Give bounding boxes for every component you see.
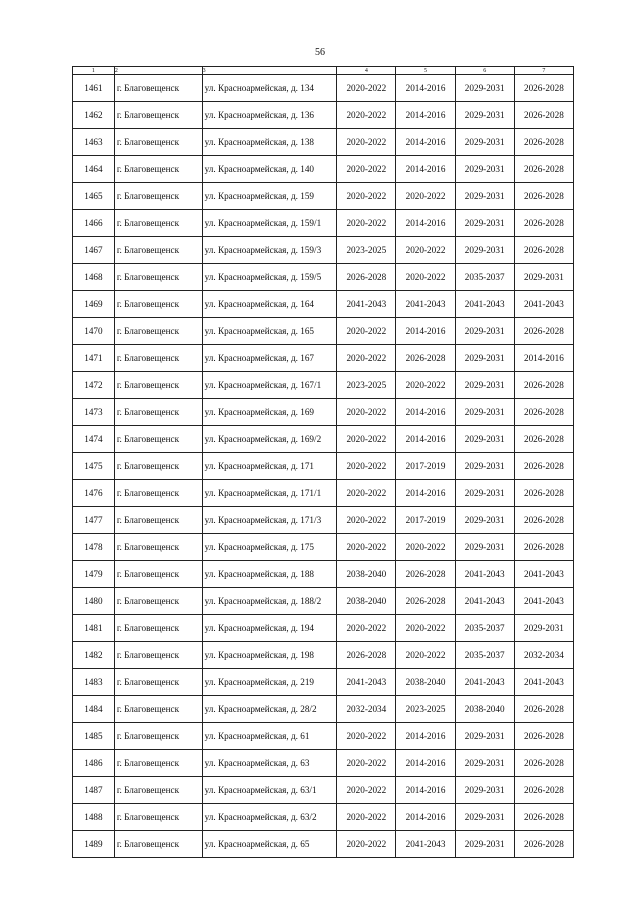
period-col-7: 2029-2031 [514, 615, 573, 642]
period-col-5: 2014-2016 [396, 750, 455, 777]
period-col-7: 2029-2031 [514, 264, 573, 291]
address-cell: ул. Красноармейская, д. 28/2 [202, 696, 337, 723]
period-col-5: 2020-2022 [396, 183, 455, 210]
period-col-6: 2029-2031 [455, 345, 514, 372]
city-cell: г. Благовещенск [114, 318, 202, 345]
period-col-5: 2020-2022 [396, 237, 455, 264]
period-col-5: 2020-2022 [396, 372, 455, 399]
period-col-5: 2026-2028 [396, 345, 455, 372]
table-row [73, 723, 574, 750]
period-col-5: 2014-2016 [396, 777, 455, 804]
period-col-6: 2029-2031 [455, 426, 514, 453]
table-row [73, 615, 574, 642]
row-number: 1489 [73, 831, 115, 858]
period-col-7: 2041-2043 [514, 291, 573, 318]
address-cell: ул. Красноармейская, д. 167/1 [202, 372, 337, 399]
period-col-4: 2020-2022 [337, 156, 396, 183]
address-cell: ул. Красноармейская, д. 61 [202, 723, 337, 750]
period-col-6: 2029-2031 [455, 804, 514, 831]
period-col-7: 2026-2028 [514, 723, 573, 750]
table-row [73, 453, 574, 480]
period-col-4: 2020-2022 [337, 453, 396, 480]
period-col-7: 2026-2028 [514, 426, 573, 453]
period-col-6: 2038-2040 [455, 696, 514, 723]
row-number: 1475 [73, 453, 115, 480]
row-number: 1482 [73, 642, 115, 669]
address-cell: ул. Красноармейская, д. 159/3 [202, 237, 337, 264]
period-col-6: 2029-2031 [455, 156, 514, 183]
period-col-7: 2026-2028 [514, 507, 573, 534]
period-col-4: 2023-2025 [337, 372, 396, 399]
city-cell: г. Благовещенск [114, 156, 202, 183]
table-row [73, 642, 574, 669]
row-number: 1484 [73, 696, 115, 723]
header-col-7: 7 [514, 67, 573, 75]
address-cell: ул. Красноармейская, д. 167 [202, 345, 337, 372]
period-col-6: 2029-2031 [455, 507, 514, 534]
table-row [73, 318, 574, 345]
period-col-6: 2029-2031 [455, 75, 514, 102]
city-cell: г. Благовещенск [114, 291, 202, 318]
period-col-4: 2020-2022 [337, 777, 396, 804]
city-cell: г. Благовещенск [114, 588, 202, 615]
table-row [73, 129, 574, 156]
address-cell: ул. Красноармейская, д. 65 [202, 831, 337, 858]
city-cell: г. Благовещенск [114, 507, 202, 534]
table-row [73, 345, 574, 372]
period-col-7: 2026-2028 [514, 804, 573, 831]
address-cell: ул. Красноармейская, д. 198 [202, 642, 337, 669]
period-col-4: 2020-2022 [337, 804, 396, 831]
address-cell: ул. Красноармейская, д. 171/1 [202, 480, 337, 507]
row-number: 1464 [73, 156, 115, 183]
row-number: 1472 [73, 372, 115, 399]
period-col-4: 2026-2028 [337, 264, 396, 291]
header-col-5: 5 [396, 67, 455, 75]
row-number: 1461 [73, 75, 115, 102]
table-row [73, 696, 574, 723]
period-col-7: 2026-2028 [514, 237, 573, 264]
row-number: 1467 [73, 237, 115, 264]
row-number: 1469 [73, 291, 115, 318]
period-col-6: 2035-2037 [455, 615, 514, 642]
period-col-4: 2020-2022 [337, 507, 396, 534]
row-number: 1471 [73, 345, 115, 372]
table-row [73, 291, 574, 318]
period-col-5: 2014-2016 [396, 480, 455, 507]
row-number: 1463 [73, 129, 115, 156]
table-row [73, 237, 574, 264]
period-col-7: 2041-2043 [514, 669, 573, 696]
city-cell: г. Благовещенск [114, 750, 202, 777]
row-number: 1488 [73, 804, 115, 831]
period-col-6: 2029-2031 [455, 237, 514, 264]
period-col-7: 2014-2016 [514, 345, 573, 372]
period-col-5: 2014-2016 [396, 75, 455, 102]
address-cell: ул. Красноармейская, д. 138 [202, 129, 337, 156]
period-col-4: 2038-2040 [337, 588, 396, 615]
period-col-5: 2014-2016 [396, 426, 455, 453]
period-col-7: 2032-2034 [514, 642, 573, 669]
city-cell: г. Благовещенск [114, 129, 202, 156]
table-row [73, 804, 574, 831]
address-cell: ул. Красноармейская, д. 164 [202, 291, 337, 318]
period-col-5: 2026-2028 [396, 561, 455, 588]
city-cell: г. Благовещенск [114, 480, 202, 507]
row-number: 1487 [73, 777, 115, 804]
city-cell: г. Благовещенск [114, 534, 202, 561]
period-col-4: 2032-2034 [337, 696, 396, 723]
period-col-7: 2026-2028 [514, 453, 573, 480]
address-cell: ул. Красноармейская, д. 188 [202, 561, 337, 588]
period-col-6: 2041-2043 [455, 669, 514, 696]
city-cell: г. Благовещенск [114, 723, 202, 750]
address-cell: ул. Красноармейская, д. 159/5 [202, 264, 337, 291]
period-col-4: 2020-2022 [337, 399, 396, 426]
period-col-5: 2014-2016 [396, 723, 455, 750]
period-col-4: 2020-2022 [337, 318, 396, 345]
period-col-6: 2029-2031 [455, 480, 514, 507]
period-col-6: 2029-2031 [455, 399, 514, 426]
table-row [73, 426, 574, 453]
address-cell: ул. Красноармейская, д. 169/2 [202, 426, 337, 453]
city-cell: г. Благовещенск [114, 210, 202, 237]
period-col-5: 2014-2016 [396, 804, 455, 831]
header-col-1: 1 [73, 67, 115, 75]
address-cell: ул. Красноармейская, д. 159/1 [202, 210, 337, 237]
row-number: 1473 [73, 399, 115, 426]
period-col-6: 2029-2031 [455, 372, 514, 399]
period-col-4: 2020-2022 [337, 426, 396, 453]
header-col-3: 3 [202, 67, 337, 75]
period-col-5: 2020-2022 [396, 615, 455, 642]
period-col-4: 2041-2043 [337, 669, 396, 696]
header-col-2: 2 [114, 67, 202, 75]
table-row [73, 75, 574, 102]
city-cell: г. Благовещенск [114, 777, 202, 804]
period-col-4: 2020-2022 [337, 210, 396, 237]
table-row [73, 156, 574, 183]
period-col-4: 2020-2022 [337, 75, 396, 102]
row-number: 1462 [73, 102, 115, 129]
period-col-4: 2020-2022 [337, 831, 396, 858]
address-cell: ул. Красноармейская, д. 136 [202, 102, 337, 129]
period-col-5: 2041-2043 [396, 831, 455, 858]
address-cell: ул. Красноармейская, д. 63 [202, 750, 337, 777]
address-cell: ул. Красноармейская, д. 171 [202, 453, 337, 480]
row-number: 1476 [73, 480, 115, 507]
address-cell: ул. Красноармейская, д. 219 [202, 669, 337, 696]
period-col-6: 2035-2037 [455, 264, 514, 291]
row-number: 1465 [73, 183, 115, 210]
period-col-6: 2029-2031 [455, 723, 514, 750]
period-col-7: 2026-2028 [514, 102, 573, 129]
period-col-6: 2029-2031 [455, 210, 514, 237]
address-cell: ул. Красноармейская, д. 134 [202, 75, 337, 102]
period-col-4: 2020-2022 [337, 345, 396, 372]
row-number: 1481 [73, 615, 115, 642]
row-number: 1478 [73, 534, 115, 561]
period-col-4: 2020-2022 [337, 723, 396, 750]
city-cell: г. Благовещенск [114, 75, 202, 102]
period-col-5: 2020-2022 [396, 534, 455, 561]
period-col-7: 2041-2043 [514, 588, 573, 615]
period-col-4: 2020-2022 [337, 480, 396, 507]
period-col-4: 2020-2022 [337, 129, 396, 156]
period-col-6: 2029-2031 [455, 831, 514, 858]
period-col-7: 2026-2028 [514, 399, 573, 426]
table-row [73, 534, 574, 561]
table-row [73, 561, 574, 588]
address-cell: ул. Красноармейская, д. 159 [202, 183, 337, 210]
period-col-4: 2020-2022 [337, 102, 396, 129]
table-row [73, 750, 574, 777]
address-cell: ул. Красноармейская, д. 175 [202, 534, 337, 561]
city-cell: г. Благовещенск [114, 804, 202, 831]
row-number: 1485 [73, 723, 115, 750]
period-col-7: 2026-2028 [514, 534, 573, 561]
period-col-5: 2014-2016 [396, 102, 455, 129]
period-col-7: 2026-2028 [514, 696, 573, 723]
period-col-7: 2026-2028 [514, 129, 573, 156]
period-col-5: 2014-2016 [396, 156, 455, 183]
table-row [73, 102, 574, 129]
address-cell: ул. Красноармейская, д. 63/1 [202, 777, 337, 804]
address-cell: ул. Красноармейская, д. 63/2 [202, 804, 337, 831]
period-col-4: 2020-2022 [337, 615, 396, 642]
address-cell: ул. Красноармейская, д. 169 [202, 399, 337, 426]
period-col-4: 2020-2022 [337, 750, 396, 777]
table-row [73, 480, 574, 507]
header-col-4: 4 [337, 67, 396, 75]
table-row [73, 831, 574, 858]
page-number: 56 [315, 47, 325, 58]
period-col-5: 2038-2040 [396, 669, 455, 696]
period-col-6: 2029-2031 [455, 750, 514, 777]
table-row [73, 372, 574, 399]
city-cell: г. Благовещенск [114, 615, 202, 642]
period-col-6: 2029-2031 [455, 129, 514, 156]
period-col-5: 2023-2025 [396, 696, 455, 723]
period-col-7: 2026-2028 [514, 750, 573, 777]
address-cell: ул. Красноармейская, д. 140 [202, 156, 337, 183]
period-col-5: 2041-2043 [396, 291, 455, 318]
row-number: 1479 [73, 561, 115, 588]
period-col-6: 2029-2031 [455, 534, 514, 561]
city-cell: г. Благовещенск [114, 831, 202, 858]
schedule-table [72, 66, 574, 858]
row-number: 1466 [73, 210, 115, 237]
city-cell: г. Благовещенск [114, 345, 202, 372]
row-number: 1477 [73, 507, 115, 534]
period-col-4: 2020-2022 [337, 183, 396, 210]
city-cell: г. Благовещенск [114, 426, 202, 453]
city-cell: г. Благовещенск [114, 102, 202, 129]
period-col-4: 2026-2028 [337, 642, 396, 669]
city-cell: г. Благовещенск [114, 696, 202, 723]
period-col-5: 2026-2028 [396, 588, 455, 615]
table-row [73, 399, 574, 426]
table-row [73, 507, 574, 534]
period-col-7: 2026-2028 [514, 777, 573, 804]
period-col-6: 2029-2031 [455, 777, 514, 804]
period-col-6: 2029-2031 [455, 102, 514, 129]
table-row [73, 183, 574, 210]
period-col-6: 2029-2031 [455, 183, 514, 210]
period-col-4: 2038-2040 [337, 561, 396, 588]
city-cell: г. Благовещенск [114, 372, 202, 399]
table-row [73, 669, 574, 696]
period-col-7: 2026-2028 [514, 318, 573, 345]
period-col-6: 2041-2043 [455, 588, 514, 615]
period-col-6: 2029-2031 [455, 453, 514, 480]
period-col-5: 2014-2016 [396, 129, 455, 156]
period-col-5: 2017-2019 [396, 453, 455, 480]
period-col-6: 2041-2043 [455, 291, 514, 318]
city-cell: г. Благовещенск [114, 453, 202, 480]
period-col-4: 2020-2022 [337, 534, 396, 561]
city-cell: г. Благовещенск [114, 669, 202, 696]
period-col-5: 2014-2016 [396, 399, 455, 426]
period-col-6: 2029-2031 [455, 318, 514, 345]
period-col-7: 2026-2028 [514, 183, 573, 210]
period-col-5: 2020-2022 [396, 642, 455, 669]
period-col-7: 2026-2028 [514, 480, 573, 507]
header-col-6: 6 [455, 67, 514, 75]
period-col-7: 2026-2028 [514, 372, 573, 399]
period-col-6: 2035-2037 [455, 642, 514, 669]
address-cell: ул. Красноармейская, д. 165 [202, 318, 337, 345]
period-col-5: 2014-2016 [396, 210, 455, 237]
city-cell: г. Благовещенск [114, 642, 202, 669]
address-cell: ул. Красноармейская, д. 171/3 [202, 507, 337, 534]
city-cell: г. Благовещенск [114, 399, 202, 426]
period-col-4: 2041-2043 [337, 291, 396, 318]
period-col-7: 2026-2028 [514, 210, 573, 237]
table-row [73, 777, 574, 804]
period-col-5: 2014-2016 [396, 318, 455, 345]
table-row [73, 264, 574, 291]
row-number: 1483 [73, 669, 115, 696]
table-body [73, 75, 574, 858]
table-row [73, 588, 574, 615]
period-col-4: 2023-2025 [337, 237, 396, 264]
row-number: 1468 [73, 264, 115, 291]
period-col-7: 2026-2028 [514, 75, 573, 102]
table-row [73, 210, 574, 237]
period-col-7: 2026-2028 [514, 156, 573, 183]
city-cell: г. Благовещенск [114, 561, 202, 588]
period-col-7: 2041-2043 [514, 561, 573, 588]
row-number: 1486 [73, 750, 115, 777]
period-col-5: 2020-2022 [396, 264, 455, 291]
address-cell: ул. Красноармейская, д. 188/2 [202, 588, 337, 615]
city-cell: г. Благовещенск [114, 183, 202, 210]
address-cell: ул. Красноармейская, д. 194 [202, 615, 337, 642]
period-col-7: 2026-2028 [514, 831, 573, 858]
city-cell: г. Благовещенск [114, 264, 202, 291]
table-header-row [73, 67, 574, 75]
period-col-6: 2041-2043 [455, 561, 514, 588]
row-number: 1470 [73, 318, 115, 345]
row-number: 1474 [73, 426, 115, 453]
period-col-5: 2017-2019 [396, 507, 455, 534]
row-number: 1480 [73, 588, 115, 615]
city-cell: г. Благовещенск [114, 237, 202, 264]
